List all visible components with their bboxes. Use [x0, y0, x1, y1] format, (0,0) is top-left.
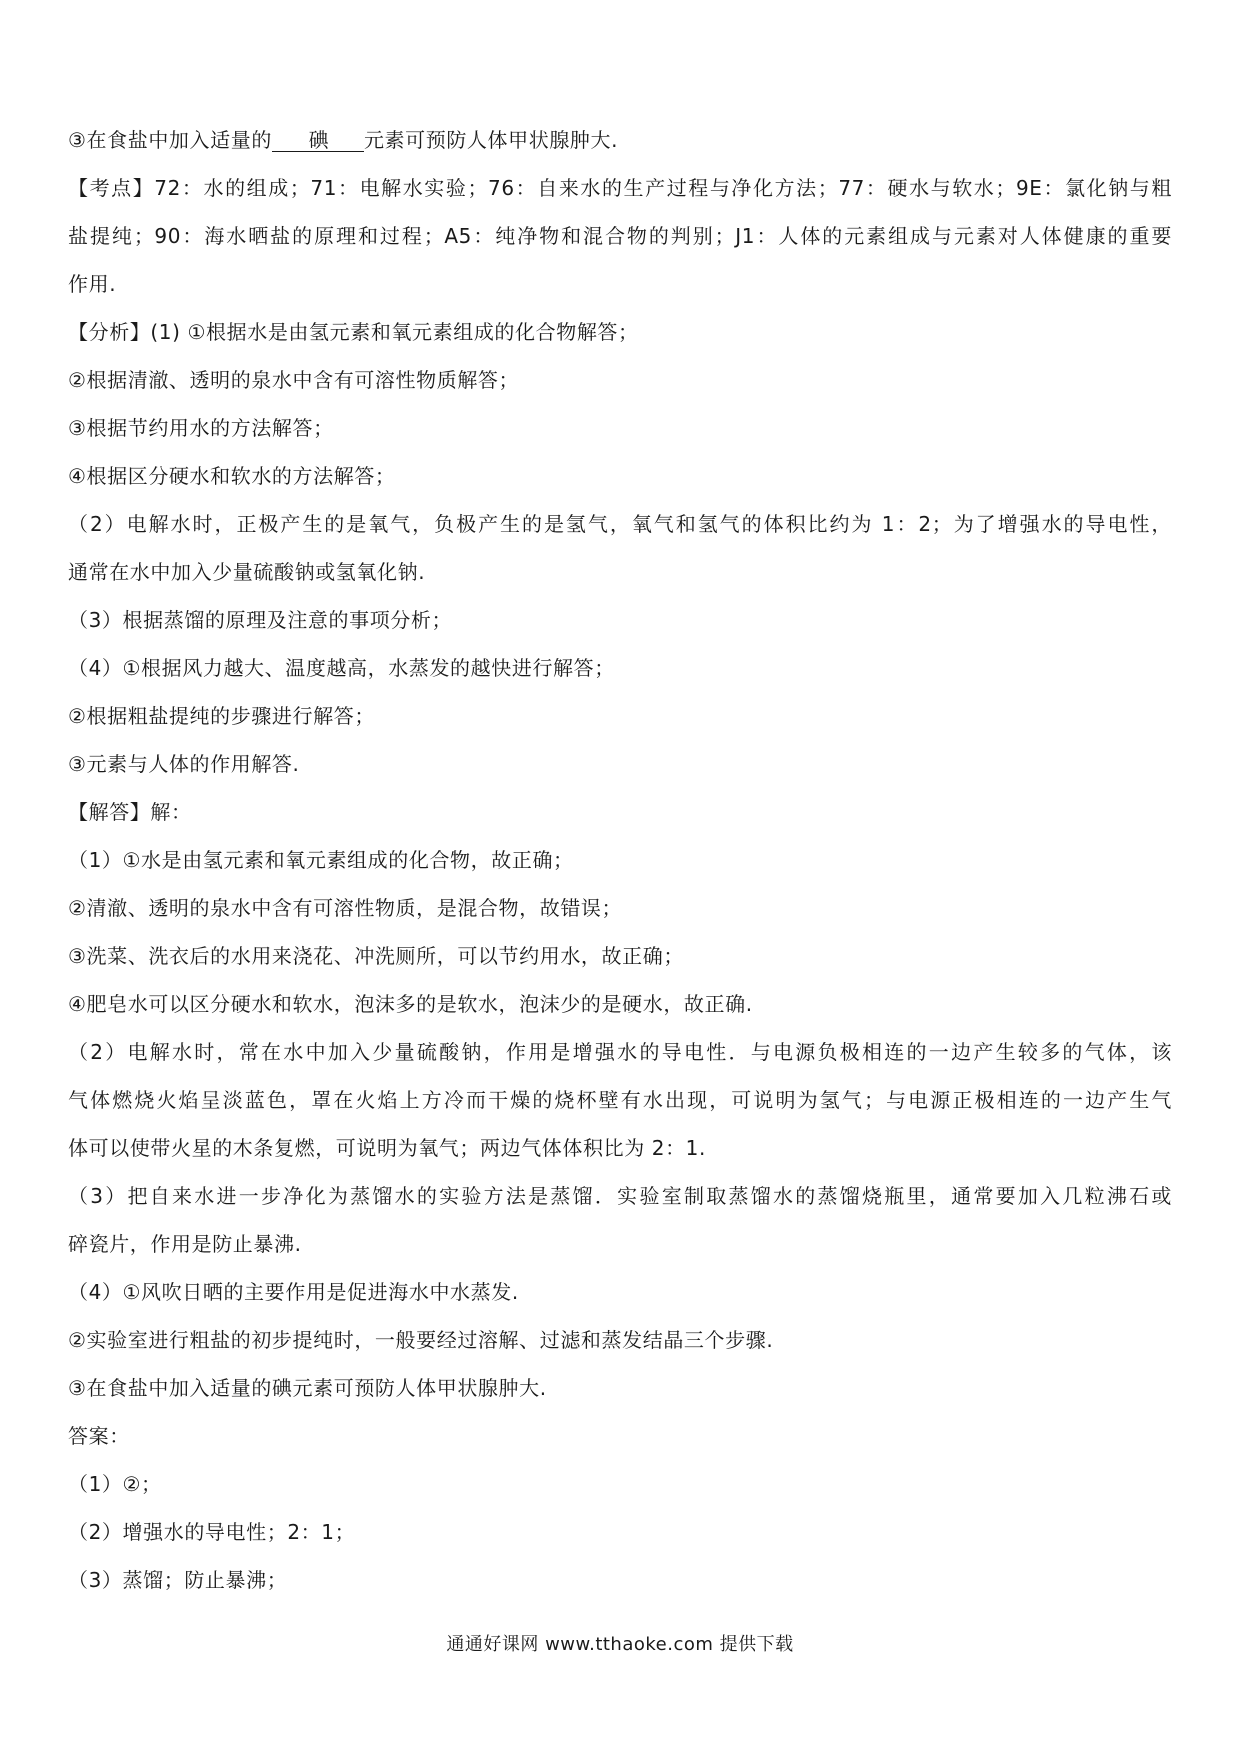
fenxi-line: （3）根据蒸馏的原理及注意的事项分析； [68, 608, 453, 632]
intro-prefix: ③在食盐中加入适量的 [68, 128, 272, 152]
fenxi-line: ②根据粗盐提纯的步骤进行解答； [68, 704, 375, 728]
jieda-line: ③洗菜、洗衣后的水用来浇花、冲洗厕所，可以节约用水，故正确； [68, 944, 684, 968]
fenxi-line: ③元素与人体的作用解答. [68, 752, 300, 776]
answer-blank: 碘 [272, 129, 364, 152]
answer-line: 答案： [68, 1424, 130, 1448]
fenxi-line: （2）电解水时，正极产生的是氧气，负极产生的是氢气，氧气和氢气的体积比约为 1：2；为了增强水的导电性， [68, 512, 1172, 536]
jieda-line: 【解答】解： [68, 800, 192, 824]
fenxi-line: ④根据区分硬水和软水的方法解答； [68, 464, 396, 488]
document-body [68, 116, 1172, 1604]
fenxi-line: ②根据清澈、透明的泉水中含有可溶性物质解答； [68, 368, 520, 392]
jieda-line: ②清澈、透明的泉水中含有可溶性物质，是混合物，故错误； [68, 896, 623, 920]
intro-line [68, 116, 1172, 164]
answer-line: （1）②； [68, 1472, 162, 1496]
jieda-line: ②实验室进行粗盐的初步提纯时，一般要经过溶解、过滤和蒸发结晶三个步骤. [68, 1328, 774, 1352]
answer-line: （3）蒸馏；防止暴沸； [68, 1568, 288, 1592]
jieda-line: ④肥皂水可以区分硬水和软水，泡沫多的是软水，泡沫少的是硬水，故正确. [68, 992, 753, 1016]
jieda-line: （3）把自来水进一步净化为蒸馏水的实验方法是蒸馏．实验室制取蒸馏水的蒸馏烧瓶里，通常要加入几粒沸石或 [68, 1184, 1172, 1208]
jieda-line: 碎瓷片，作用是防止暴沸. [68, 1232, 302, 1256]
kaodian-line: 作用. [68, 272, 117, 296]
fenxi-line: 通常在水中加入少量硫酸钠或氢氧化钠. [68, 560, 426, 584]
intro-suffix: 元素可预防人体甲状腺肿大. [363, 128, 619, 152]
fenxi-line: 【分析】(1) ①根据水是由氢元素和氧元素组成的化合物解答； [68, 320, 639, 344]
jieda-line: 体可以使带火星的木条复燃，可说明为氧气；两边气体体积比为 2：1. [68, 1136, 706, 1160]
answer-line: （2）增强水的导电性；2：1； [68, 1520, 356, 1544]
page-footer: 通通好课网 www.tthaoke.com 提供下载 [446, 1634, 794, 1655]
kaodian-line: 盐提纯；90：海水晒盐的原理和过程；A5：纯净物和混合物的判别；J1：人体的元素组成与元素对人体健康的重要 [68, 224, 1172, 248]
fenxi-line: ③根据节约用水的方法解答； [68, 416, 334, 440]
jieda-line: ③在食盐中加入适量的碘元素可预防人体甲状腺肿大. [68, 1376, 547, 1400]
kaodian-line: 【考点】72：水的组成；71：电解水实验；76：自来水的生产过程与净化方法；77：硬水与软水；9E：氯化钠与粗 [68, 176, 1172, 200]
jieda-line: （2）电解水时，常在水中加入少量硫酸钠，作用是增强水的导电性．与电源负极相连的一边产生较多的气体，该 [68, 1040, 1172, 1064]
jieda-line: （1）①水是由氢元素和氧元素组成的化合物，故正确； [68, 848, 574, 872]
fenxi-line: （4）①根据风力越大、温度越高，水蒸发的越快进行解答； [68, 656, 615, 680]
jieda-line: 气体燃烧火焰呈淡蓝色，罩在火焰上方冷而干燥的烧杯壁有水出现，可说明为氢气；与电源正极相连的一边产生气 [68, 1088, 1172, 1112]
jieda-line: （4）①风吹日晒的主要作用是促进海水中水蒸发. [68, 1280, 519, 1304]
